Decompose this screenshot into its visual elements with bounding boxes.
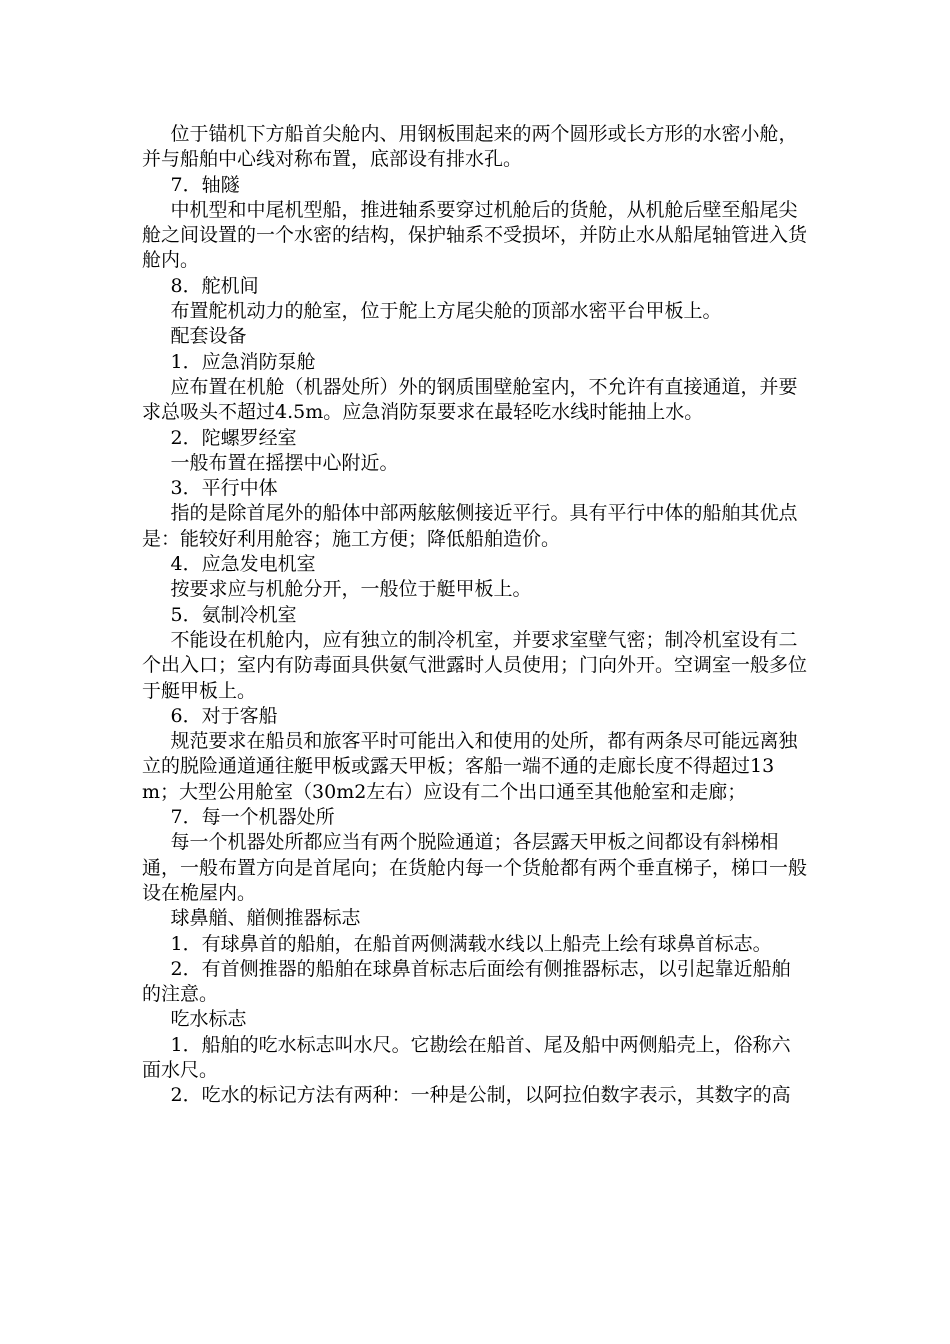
- document-page: [142, 122, 807, 1109]
- paragraph-7: 按要求应与机舱分开，一般位于艇甲板上。: [170, 578, 532, 601]
- paragraph-3: 布置舵机动力的舱室，位于舵上方尾尖舱的顶部水密平台甲板上。: [170, 300, 722, 323]
- section-heading-bulbous-bow-marks: 球鼻艏、艏侧推器标志: [170, 907, 361, 930]
- paragraph-12: 2．有首侧推器的船舶在球鼻首标志后面绘有侧推器标志，以引起靠近船舶的注意。: [142, 957, 791, 1006]
- paragraph-11: 1．有球鼻首的船舶，在船首两侧满载水线以上船壳上绘有球鼻首标志。: [170, 932, 772, 955]
- paragraph-14: 2．吃水的标记方法有两种：一种是公制，以阿拉伯数字表示，其数字的高: [170, 1084, 791, 1107]
- heading-ammonia-refrigeration-room: 5．氨制冷机室: [170, 603, 297, 626]
- paragraph-10: 每一个机器处所都应当有两个脱险通道；各层露天甲板之间都设有斜梯相通，一般布置方向是首尾向；在货舱内每一个货舱都有两个垂直梯子，梯口一般设在桅屋内。: [142, 831, 808, 904]
- heading-machinery-space: 7．每一个机器处所: [170, 806, 335, 829]
- heading-passenger-ship: 6．对于客船: [170, 704, 278, 727]
- heading-steering-gear-room: 8．舵机间: [170, 274, 259, 297]
- heading-emergency-generator-room: 4．应急发电机室: [170, 553, 316, 576]
- section-heading-draft-marks: 吃水标志: [170, 1008, 247, 1031]
- paragraph-2: 中机型和中尾机型船，推进轴系要穿过机舱后的货舱，从机舱后壁至船尾尖舱之间设置的一个水密的结构，保护轴系不受损坏，并防止水从船尾轴管进入货舱内。: [142, 198, 808, 272]
- paragraph-13: 1．船舶的吃水标志叫水尺。它勘绘在船首、尾及船中两侧船壳上，俗称六面水尺。: [142, 1033, 791, 1081]
- paragraph-1: 位于锚机下方船首尖舱内、用钢板围起来的两个圆形或长方形的水密小舱，并与船舶中心线对称布置，底部设有排水孔。: [142, 123, 798, 171]
- paragraph-4: 应布置在机舱（机器处所）外的钢质围壁舱室内，不允许有直接通道，并要求总吸头不超过4.5m。应急消防泵要求在最轻吃水线时能抽上水。: [142, 375, 798, 424]
- heading-fire-pump-room: 1．应急消防泵舱: [170, 350, 316, 373]
- heading-shaft-tunnel: 7．轴隧: [170, 173, 240, 196]
- paragraph-5: 一般布置在摇摆中心附近。: [170, 451, 399, 474]
- paragraph-8: 不能设在机舱内，应有独立的制冷机室，并要求室壁气密；制冷机室设有二个出入口；室内有防毒面具供氨气泄露时人员使用；门向外开。空调室一般多位于艇甲板上。: [142, 628, 808, 702]
- heading-gyro-room: 2．陀螺罗经室: [170, 426, 297, 449]
- section-heading-equipment: 配套设备: [170, 325, 247, 348]
- paragraph-6: 指的是除首尾外的船体中部两舷舷侧接近平行。具有平行中体的船舶其优点是：能较好利用舱容；施工方便；降低船舶造价。: [142, 502, 798, 550]
- heading-parallel-body: 3．平行中体: [170, 477, 278, 500]
- paragraph-9: 规范要求在船员和旅客平时可能出入和使用的处所，都有两条尽可能远离独立的脱险通道通往艇甲板或露天甲板；客船一端不通的走廊长度不得超过13m；大型公用舱室（30m2左右）应设有二个出口通至其他舱室和走廊；: [142, 730, 798, 803]
